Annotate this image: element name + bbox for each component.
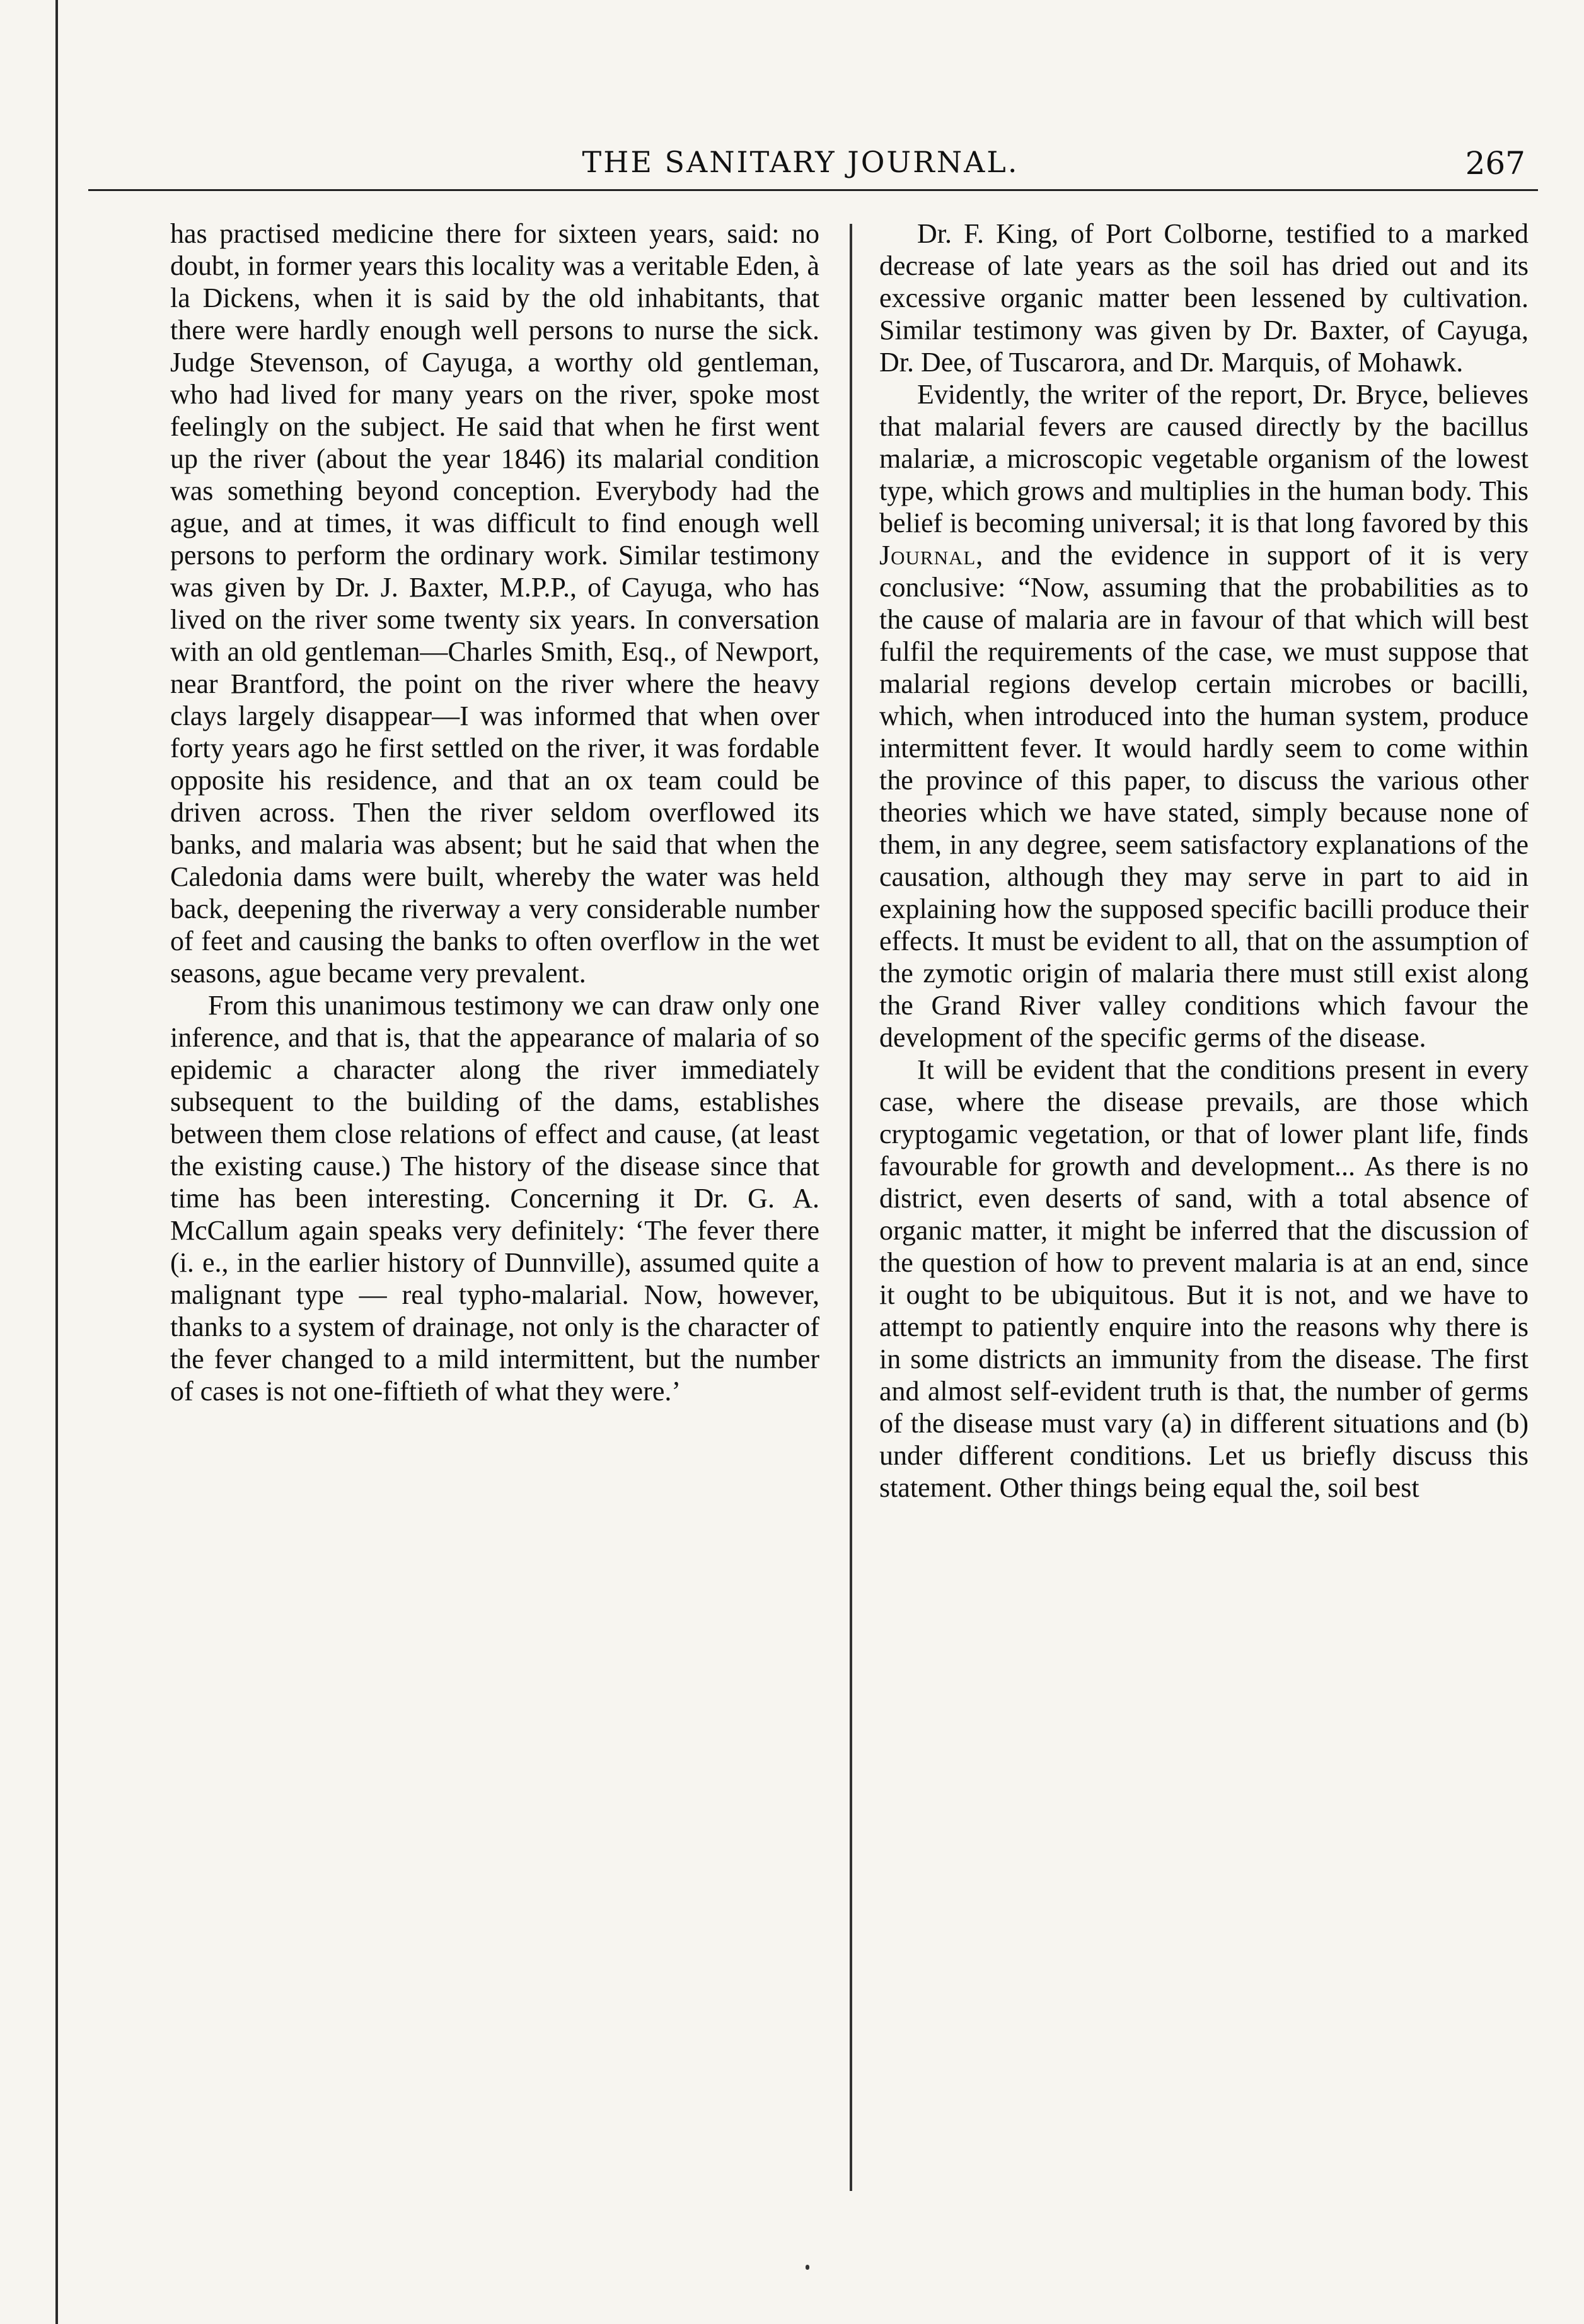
right-column: [879, 218, 1529, 1504]
right-paragraph-1: Dr. F. King, of Port Colborne, testified to a marked decrease of late years as the soil has dried out and its excessive organic matter been lessened by cultivation. Similar testimony was given by Dr. Baxter, of Cayuga, Dr. Dee, of Tuscarora, and Dr. Marquis, of Mohawk.: [879, 218, 1529, 378]
left-column: [170, 218, 819, 1407]
right-paragraph-2: [879, 378, 1529, 1054]
journal-small-caps: Journal: [879, 540, 976, 571]
text-columns: [170, 218, 1538, 2216]
running-title: THE SANITARY JOURNAL.: [582, 145, 1019, 179]
left-paragraph-2: From this unanimous testimony we can draw only one inference, and that is, that the appearance of malaria of so epidemic a character along the river immediately subsequent to the building of the dams, establishes between them close relations of effect and cause, (at least the existing cause.) The history of the disease since that time has been interesting. Concerning it Dr. G. A. McCallum again speaks very definitely: ‘The fever there (i. e., in the earlier history of Dunnville), assumed quite a malignant type — real typho-malarial. Now, however, thanks to a system of drainage, not only is the character of the fever changed to a mild intermittent, but the number of cases is not one-fiftieth of what they were.’: [170, 990, 819, 1407]
right-paragraph-2-start: Evidently, the writer of the report, Dr. Bryce, believes that malarial fevers are caused directly by the bacillus malariæ, a microscopic vegetable organism of the lowest type, which grows and multiplies in the human body. This belief is becoming universal; it is that long favored by this: [879, 379, 1529, 538]
left-paragraph-1: has practised medicine there for sixteen years, said: no doubt, in former years this locality was a veritable Eden, à la Dickens, when it is said by the old inhabitants, that there were hardly enough well persons to nurse the sick. Judge Stevenson, of Cayuga, a worthy old gentleman, who had lived for many years on the river, spoke most feelingly on the subject. He said that when he first went up the river (about the year 1846) its malarial condition was something beyond conception. Everybody had the ague, and at times, it was difficult to find enough well persons to perform the ordinary work. Similar testimony was given by Dr. J. Baxter, M.P.P., of Cayuga, who has lived on the river some twenty six years. In conversation with an old gentleman—Charles Smith, Esq., of Newport, near Brantford, the point on the river where the heavy clays largely disappear—I was informed that when over forty years ago he first settled on the river, it was fordable opposite his residence, and that an ox team could be driven across. Then the river seldom overflowed its banks, and malaria was absent; but he said that when the Caledonia dams were built, whereby the water was held back, deepening the riverway a very considerable number of feet and causing the banks to often overflow in the wet seasons, ague became very prevalent.: [170, 218, 819, 989]
header-rule: [88, 189, 1538, 191]
right-paragraph-2-end: , and the evidence in support of it is very conclusive: “Now, assuming that the probabilities as to the cause of malaria are in favour of that which will best fulfil the requirements of the case, we must suppose that malarial regions develop certain microbes or bacilli, which, when introduced into the human system, produce intermittent fever. It would hardly seem to come within the province of this paper, to discuss the various other theories which we have stated, simply because none of them, in any degree, seem satisfactory explanations of the causation, although they may serve in part to aid in explaining how the supposed specific bacilli produce their effects. It must be evident to all, that on the assumption of the zymotic origin of malaria there must still exist along the Grand River valley conditions which favour the development of the specific germs of the disease.: [879, 540, 1529, 1053]
page-header: [76, 145, 1525, 202]
page-edge-line: [55, 0, 58, 2324]
bottom-mark: [806, 2265, 809, 2270]
page-number: 267: [1465, 145, 1525, 182]
right-paragraph-3: It will be evident that the conditions present in every case, where the disease prevails, are those which cryptogamic vegetation, or that of lower plant life, finds favourable for growth and development... As there is no district, even deserts of sand, with a total absence of organic matter, it might be inferred that the discussion of the question of how to prevent malaria is at an end, since it ought to be ubiquitous. But it is not, and we have to attempt to patiently enquire into the reasons why there is in some districts an immunity from the disease. The first and almost self-evident truth is that, the number of germs of the disease must vary (a) in different situations and (b) under different conditions. Let us briefly discuss this statement. Other things being equal the, soil best: [879, 1054, 1529, 1503]
column-divider: [850, 224, 852, 2191]
